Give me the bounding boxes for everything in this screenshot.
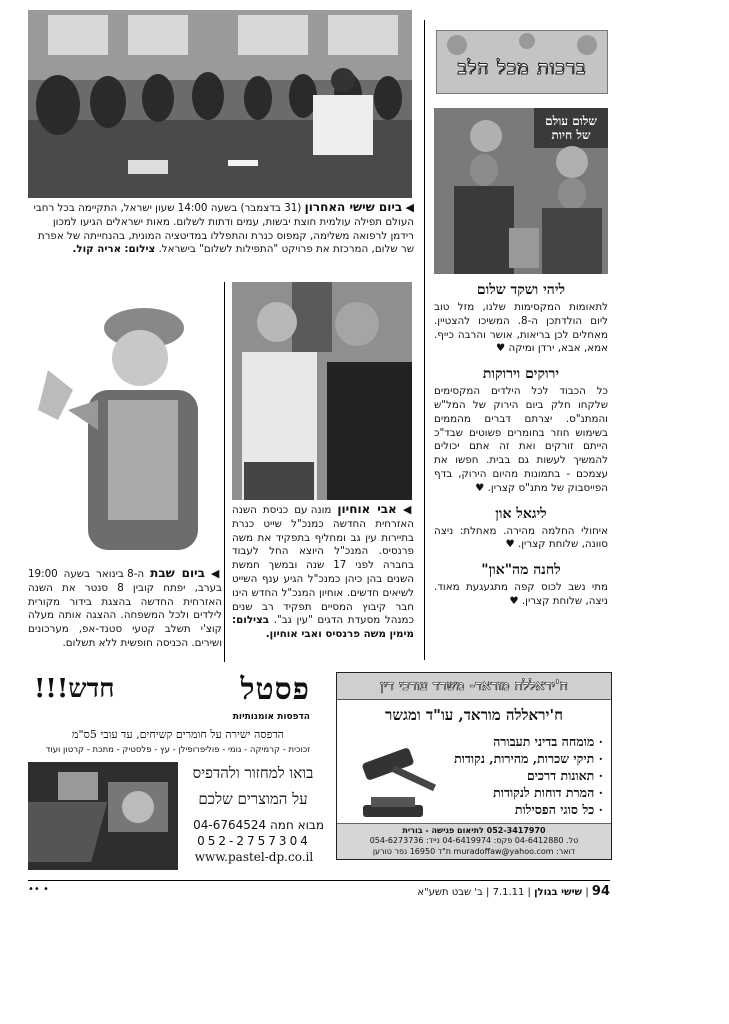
issue-date: 7.1.11 | ב' שבט תשע"א (417, 887, 525, 898)
children-photo-sign: שלום עולם של חיות (545, 114, 597, 142)
managers-photo-art (232, 282, 412, 500)
arrow-marker-icon: ◀ (210, 567, 223, 580)
blessing-title: ירוקים וירוקות (482, 366, 560, 383)
meditation-photo-art (28, 10, 412, 198)
blessing-title: ליגאל און (495, 505, 547, 522)
law-ad-services (443, 733, 603, 818)
avi-story-lead: אבי אוחיון (337, 502, 397, 516)
footer-separator: | (582, 887, 589, 898)
avi-story-credit: מימין משה פרנסיס ואבי אוחיון. (265, 628, 414, 641)
saturday-story (28, 567, 222, 651)
meditation-photo (28, 10, 412, 198)
pastel-ad-badge: חדש!!! (34, 674, 115, 704)
law-ad-service: · תיקי שכרות, מהירות, נקודות (454, 751, 603, 766)
blessing-item (434, 282, 608, 356)
gavel-icon (343, 735, 443, 825)
column-divider (224, 282, 225, 662)
pastel-ad (28, 672, 328, 870)
footer-separator: | (524, 887, 531, 898)
pastel-ad-line1: הדפסה ישירה על חומרים קשיחים, עד עובי 5ס"מ (72, 728, 284, 741)
avi-story-text: מונה עם כניסת השנה האזרחית החדשה כמנכ"ל שייט כנרת בתיירות עין גב ומחליף בתפקיד את משה פרנסיס. המנכ"ל היוצא החל לעבוד בחברה לפני 17 שנה ובמשך חמשת השנים בהן כיהן כמנכ"ל הגיע ענף השייט לשיאים חדשים. אוחיון המנכ"ל החדש הינו חבר קיבוץ המסיים תפקיד רב שנים כמנהל מסעדת הדגים "עין גב". (232, 504, 414, 627)
top-story-lead: ביום שישי האחרון (304, 200, 403, 214)
avi-story (232, 503, 414, 642)
blessing-text: כל הכבוד לכל הילדים המקסימים שלקחו חלק ביום הירוק של המל"ש והמתנ"ס. יצרתם דברים מהממים בשימוש חוזר בחומרים פשוטים שבד"כ הייתם זורקים ואת זה אתם יכולים להמשיך לעשות גם בבית. חפשו את עצמכם - בתמונות מהיום הירוק, בדף הפייסבוק של מתנ"ס קצרין. ♥ (434, 385, 608, 494)
pastel-ad-product-art (28, 762, 178, 870)
blessing-text: מתי נשב לכוס קפה מתגעגעת מאוד. ניצה, שלוחת קצרין. ♥ (434, 581, 608, 607)
law-ad-contact-line: דואר: muradoffaw@yahoo.com ת"ד 16950 נפר טורען (372, 846, 576, 856)
law-ad (336, 672, 612, 860)
pastel-ad-header (28, 672, 328, 712)
managers-photo (232, 282, 412, 500)
blessing-text: לתאומות המקסימות שלנו, מזל טוב ליום הולדתכן ה-8. המשיכו להצטיין. מאחלים לכן בריאות, אושר והרבה כייף. אמא, אבא, ירדן ומיקה ♥ (434, 301, 608, 355)
law-ad-service: · כל סוגי הפסילות (514, 802, 603, 817)
pastel-ad-cta2: על המוצרים שלכם (198, 790, 308, 808)
footer-dots: •• • (28, 884, 49, 895)
performer-photo-art (28, 300, 220, 562)
pastel-ad-cta1: בואו למחזור ולהדפיס (192, 764, 314, 782)
pastel-ad-subtitle: הדפסות אומנותיות (232, 712, 310, 722)
avi-story-credit-label: בצילום: (232, 614, 270, 627)
law-ad-name: ח'יראללה מוראד, עו"ד ומגשר (385, 706, 563, 724)
blessing-item (434, 506, 608, 553)
arrow-marker-icon: ◀ (402, 503, 415, 516)
performer-photo (28, 300, 220, 562)
top-story-text: (31 בדצמבר) בשעה 14:00 שעון ישראל, התקיימה בכל רחבי העולם תפילה עולמית חוצת יבשות, עמים ודתות לשלום. מאות ישראלים הגיעו למכון רידמן לרפואה משלימה, קמפוס כנרת והתפללו במדיטציה המונית, בהנחייתה של אפרת שר שלום, המרכזת את פרויקט "התפילות לשלום" בישראל. (33, 202, 414, 256)
blessing-item (434, 366, 608, 495)
law-ad-contact-line: 052-3417970 לתיאום פגישה - בורית (402, 825, 546, 835)
footer (28, 884, 610, 900)
pastel-ad-logo: פסטל (240, 672, 310, 707)
blessing-title: לחנה מה"און" (481, 562, 561, 579)
footer-rule (28, 880, 610, 881)
pastel-ad-line2: זכוכית - קרמיקה - גומי - פוליפרופילן - עץ - פלסטיק - מתכת - קרטון ועוד (45, 745, 311, 755)
pastel-ad-url: www.pastel-dp.co.il (194, 850, 314, 864)
pastel-ad-address: מבוא חמה 04-6764524 (193, 818, 324, 832)
blessing-text: איחולי החלמה מהירה. מאחלת: ניצה סוונה, שלוחת קצרין. ♥ (434, 524, 608, 551)
paper-name: שישי בגולן (534, 887, 583, 898)
saturday-story-text: ה-8 בינואר בשעה 19:00 בערב, יפתח קובין 8 סנטר את השנה האזרחית החדשה בהצגת בידור מקורית לילדים ולכל המשפחה. ההצגה אותה מעלה קוצ'י תשלב קטעי סטנד-אפ, מערכונים ושירים. הכניסה חופשית ללא תשלום. (28, 568, 223, 649)
blessings-header (436, 30, 608, 94)
pastel-ad-phone: 052-2757304 (197, 834, 311, 848)
law-ad-contact (337, 823, 611, 860)
top-story-credit-label: צילום: (124, 243, 156, 256)
blessing-title: ליהי ושקד שלום (476, 282, 566, 298)
law-ad-service: · המרת דוחות לנקודות (493, 785, 603, 800)
law-ad-banner: ח'יראללה מוראד- משרד עורכי דין (337, 673, 611, 700)
top-story (28, 201, 414, 257)
pastel-ad-product-photo (28, 762, 178, 870)
law-ad-service: · תאונות דרכים (526, 768, 603, 783)
blessing-item (434, 562, 608, 609)
law-ad-service: · מומחה בדיני תעבורה (493, 734, 603, 749)
top-story-credit: אריה קול. (72, 243, 122, 256)
law-ad-contact-line: טל. 04-6412880 פקס: 04-6419974 נייד: 054-6273736 (369, 836, 579, 845)
column-divider (424, 20, 425, 660)
saturday-story-lead: ביום שבת (150, 566, 205, 580)
blessings-header-title: ברכות מכל הלב (457, 57, 587, 79)
page-number: 94 (591, 884, 610, 899)
children-photo (434, 108, 608, 274)
arrow-marker-icon: ◀ (405, 201, 414, 214)
blessings-list (434, 282, 608, 609)
